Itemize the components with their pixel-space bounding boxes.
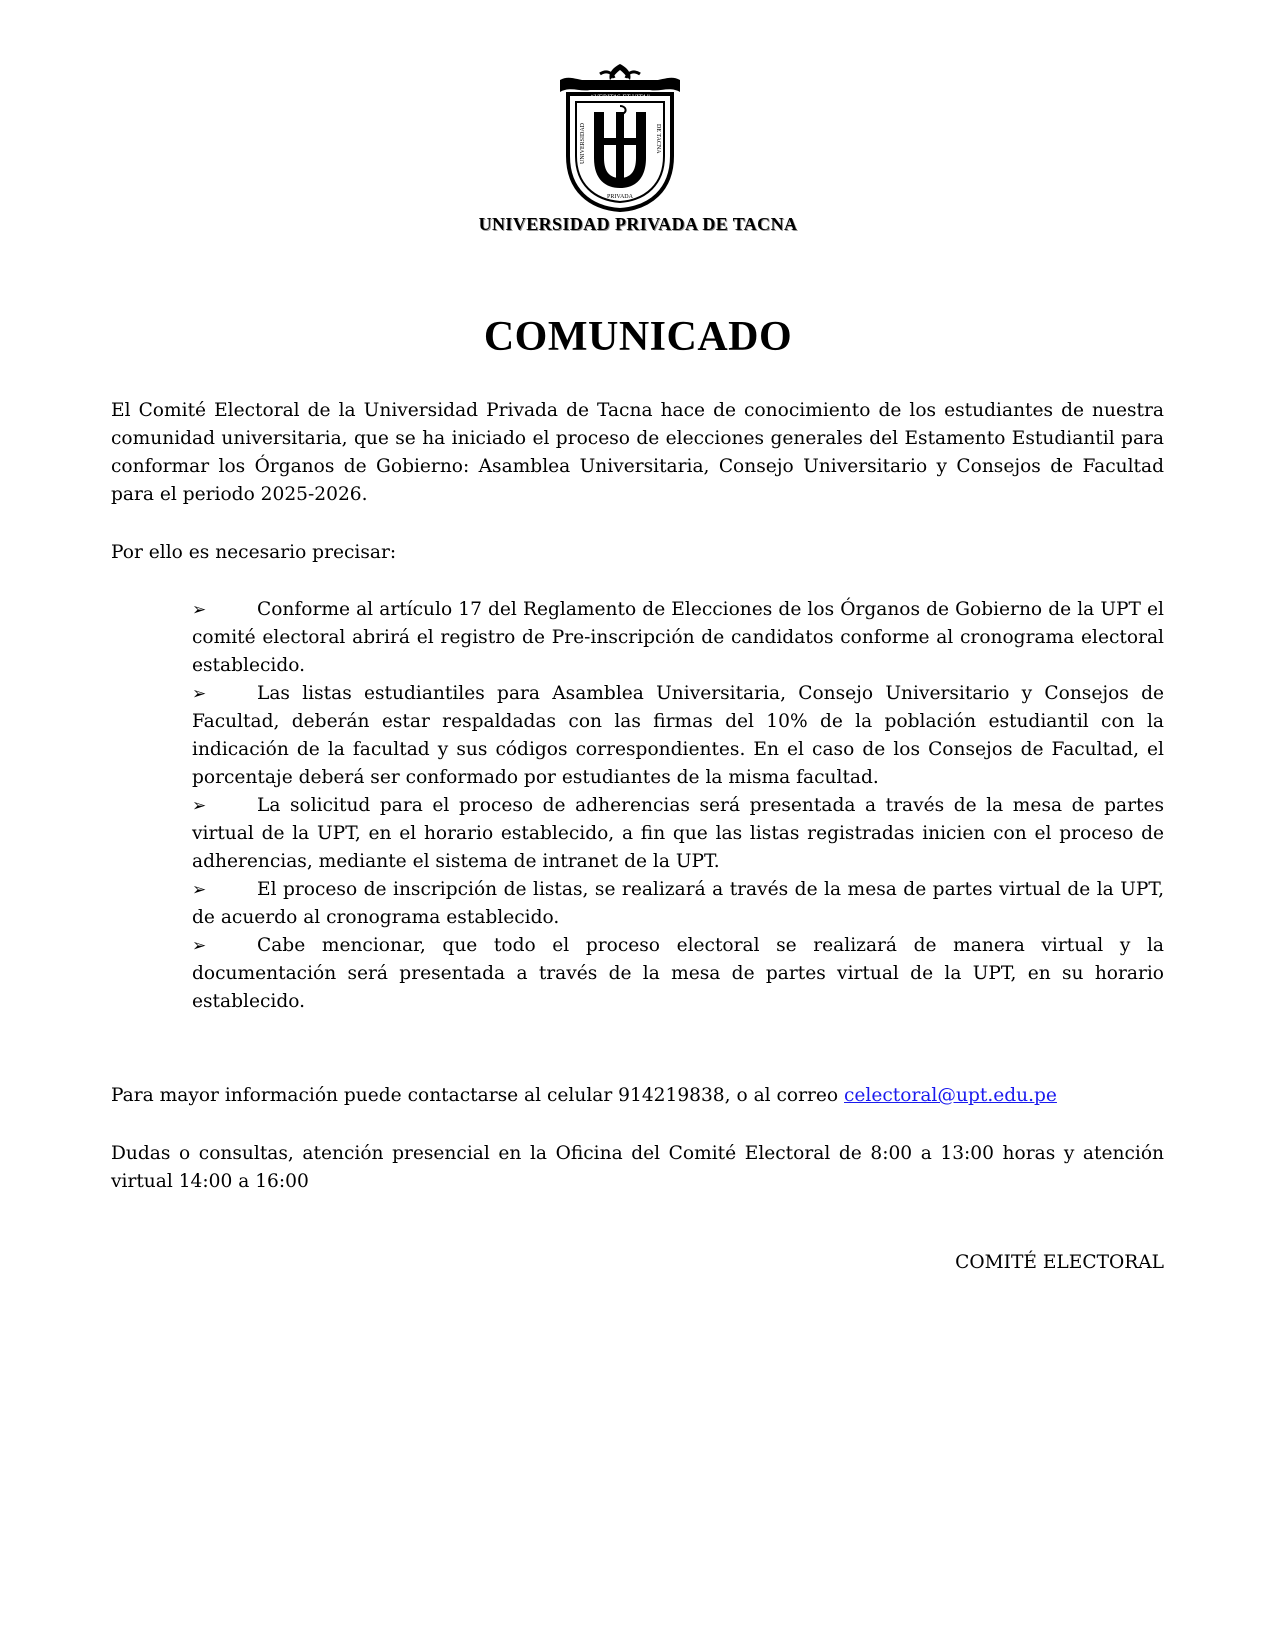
svg-text:UNIVERSIDAD: UNIVERSIDAD [580,123,586,164]
intro-paragraph: El Comité Electoral de la Universidad Privada de Tacna hace de conocimiento de los estudiantes de nuestra comunidad universitaria, que se ha iniciado el proceso de elecciones generales del Estamento Estudiantil para conformar los Órganos de Gobierno: Asamblea Universitaria, Consejo Universitario y Consejos de Facultad para el periodo 2025-2026. [111,400,1164,505]
svg-text:PRIVADA: PRIVADA [607,194,633,200]
contact-text: Para mayor información puede contactarse al celular 914219838, o al correo [111,1085,845,1106]
bullet-text: Cabe mencionar, que todo el proceso electoral se realizará de manera virtual y la documentación será presentada a través de la mesa de partes virtual de la UPT, en su horario establecido. [192,935,1164,1012]
arrow-bullet-icon: ➢ [192,936,207,956]
institution-name: UNIVERSIDAD PRIVADA DE TACNA [478,214,798,234]
arrow-bullet-icon: ➢ [192,880,207,900]
arrow-bullet-icon: ➢ [192,796,207,816]
email-link[interactable]: celectoral@upt.edu.pe [844,1085,1057,1106]
bullet-item [192,932,1164,1016]
document-title: COMUNICADO [483,314,793,360]
bullet-text: Conforme al artículo 17 del Reglamento de Elecciones de los Órganos de Gobierno de la UPT el comité electoral abrirá el registro de Pre-inscripción de candidatos conforme al cronograma electoral establecido. [192,599,1164,676]
bullet-text: Las listas estudiantiles para Asamblea Universitaria, Consejo Universitario y Consejos de Facultad, deberán estar respaldadas con las firmas del 10% de la población estudiantil con la indicación de la facultad y sus códigos correspondientes. En el caso de los Consejos de Facultad, el porcentaje deberá ser conformado por estudiantes de la misma facultad. [192,683,1164,788]
crest-motto: “VERITAS ET VITA” [590,93,650,102]
bullet-text: La solicitud para el proceso de adherencias será presentada a través de la mesa de partes virtual de la UPT, en el horario establecido, a fin que las listas registradas inicien con el proceso de adherencias, mediante el sistema de intranet de la UPT. [192,795,1164,872]
arrow-bullet-icon: ➢ [192,600,207,620]
lead-paragraph: Por ello es necesario precisar: [111,542,397,563]
bullet-text: El proceso de inscripción de listas, se realizará a través de la mesa de partes virtual de la UPT, de acuerdo al cronograma establecido. [192,879,1164,928]
bullet-item [192,596,1164,680]
contact-paragraph [111,1082,1164,1110]
bullet-item [192,680,1164,792]
bullet-item [192,876,1164,932]
university-crest-logo [560,60,680,215]
signature: COMITÉ ELECTORAL [955,1252,1164,1273]
hours-paragraph: Dudas o consultas, atención presencial en la Oficina del Comité Electoral de 8:00 a 13:00 horas y atención virtual 14:00 a 16:00 [111,1143,1164,1192]
arrow-bullet-icon: ➢ [192,684,207,704]
bullet-list [192,596,1164,1016]
bullet-item [192,792,1164,876]
svg-text:DE TACNA: DE TACNA [655,124,661,154]
